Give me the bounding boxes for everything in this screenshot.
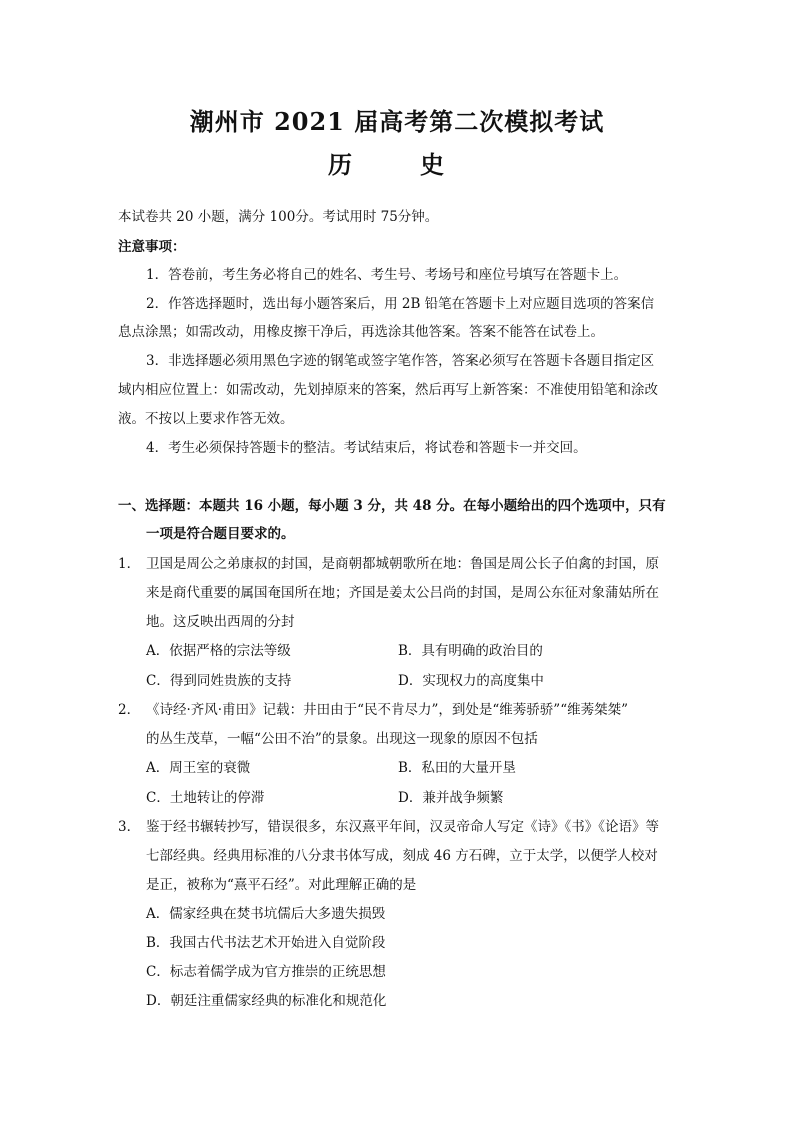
exam-title: 潮州市 2021 届高考第二次模拟考试: [189, 107, 605, 136]
question-3-stem-line-3: 是正，被称为“熹平石经”。对此理解正确的是: [146, 877, 417, 893]
question-2-option-d[interactable]: D．兼并战争频繁: [398, 790, 504, 806]
notice-heading: 注意事项：: [118, 239, 186, 255]
subject-title: 历 史: [328, 150, 466, 179]
section-1-heading-line-1: 一、选择题：本题共 16 小题，每小题 3 分，共 48 分。在每小题给出的四个选项中，只有: [118, 498, 666, 514]
question-1-option-b[interactable]: B．具有明确的政治目的: [398, 643, 543, 659]
question-2-stem-line-1: 《诗经·齐风·甫田》记载：井田由于“民不肯尽力”，到处是“维莠骄骄”“维莠桀桀”: [146, 702, 628, 718]
question-2-stem-line-2: 的丛生茂草，一幅“公田不治”的景象。出现这一现象的原因不包括: [146, 731, 538, 747]
question-1-number: 1．: [118, 556, 141, 572]
question-1-stem-line-1: 卫国是周公之弟康叔的封国，是商朝都城朝歌所在地：鲁国是周公长子伯禽的封国，原: [146, 556, 659, 572]
note-3-line-3: 液。不按以上要求作答无效。: [118, 411, 294, 427]
question-1-option-c[interactable]: C．得到同姓贵族的支持: [146, 673, 292, 689]
question-3-stem-line-1: 鉴于经书辗转抄写，错误很多，东汉熹平年间，汉灵帝命人写定《诗》《书》《论语》等: [146, 819, 659, 835]
question-3-option-d[interactable]: D．朝廷注重儒家经典的标准化和规范化: [146, 993, 387, 1009]
question-2-number: 2．: [118, 702, 141, 718]
question-3-stem-line-2: 七部经典。经典用标准的八分隶书体写成，刻成 46 方石碑，立于太学，以便学人校对: [146, 848, 658, 864]
note-4-line-1: 4．考生必须保持答题卡的整洁。考试结束后，将试卷和答题卡一并交回。: [146, 440, 587, 456]
note-3-line-2: 域内相应位置上：如需改动，先划掉原来的答案，然后再写上新答案：不准使用铅笔和涂改: [118, 382, 658, 398]
note-2-line-2: 息点涂黑；如需改动，用橡皮擦干净后，再选涂其他答案。答案不能答在试卷上。: [118, 324, 604, 340]
question-3-option-a[interactable]: A．儒家经典在焚书坑儒后大多遗失损毁: [146, 906, 386, 922]
note-2-line-1: 2．作答选择题时，选出每小题答案后，用 2B 铅笔在答题卡上对应题目选项的答案信: [146, 296, 655, 312]
question-3-option-c[interactable]: C．标志着儒学成为官方推崇的正统思想: [146, 964, 386, 980]
question-2-option-b[interactable]: B．私田的大量开垦: [398, 760, 516, 776]
question-2-option-a[interactable]: A．周王室的衰微: [146, 760, 251, 776]
question-1-option-d[interactable]: D．实现权力的高度集中: [398, 673, 544, 689]
question-1-option-a[interactable]: A．依据严格的宗法等级: [146, 643, 291, 659]
section-1-heading-line-2: 一项是符合题目要求的。: [146, 526, 295, 542]
exam-summary: 本试卷共 20 小题，满分 100分。考试用时 75分钟。: [118, 209, 439, 225]
question-1-stem-line-3: 地。这反映出西周的分封: [146, 614, 295, 630]
note-3-line-1: 3．非选择题必须用黑色字迹的钢笔或签字笔作答，答案必须写在答题卡各题目指定区: [146, 353, 655, 369]
note-1-line-1: 1．答卷前，考生务必将自己的姓名、考生号、考场号和座位号填写在答题卡上。: [146, 267, 628, 283]
question-2-option-c[interactable]: C．土地转让的停滞: [146, 790, 265, 806]
question-1-stem-line-2: 来是商代重要的属国奄国所在地；齐国是姜太公吕尚的封国，是周公东征对象蒲姑所在: [146, 585, 659, 601]
question-3-number: 3．: [118, 819, 141, 835]
question-3-option-b[interactable]: B．我国古代书法艺术开始进入自觉阶段: [146, 935, 386, 951]
